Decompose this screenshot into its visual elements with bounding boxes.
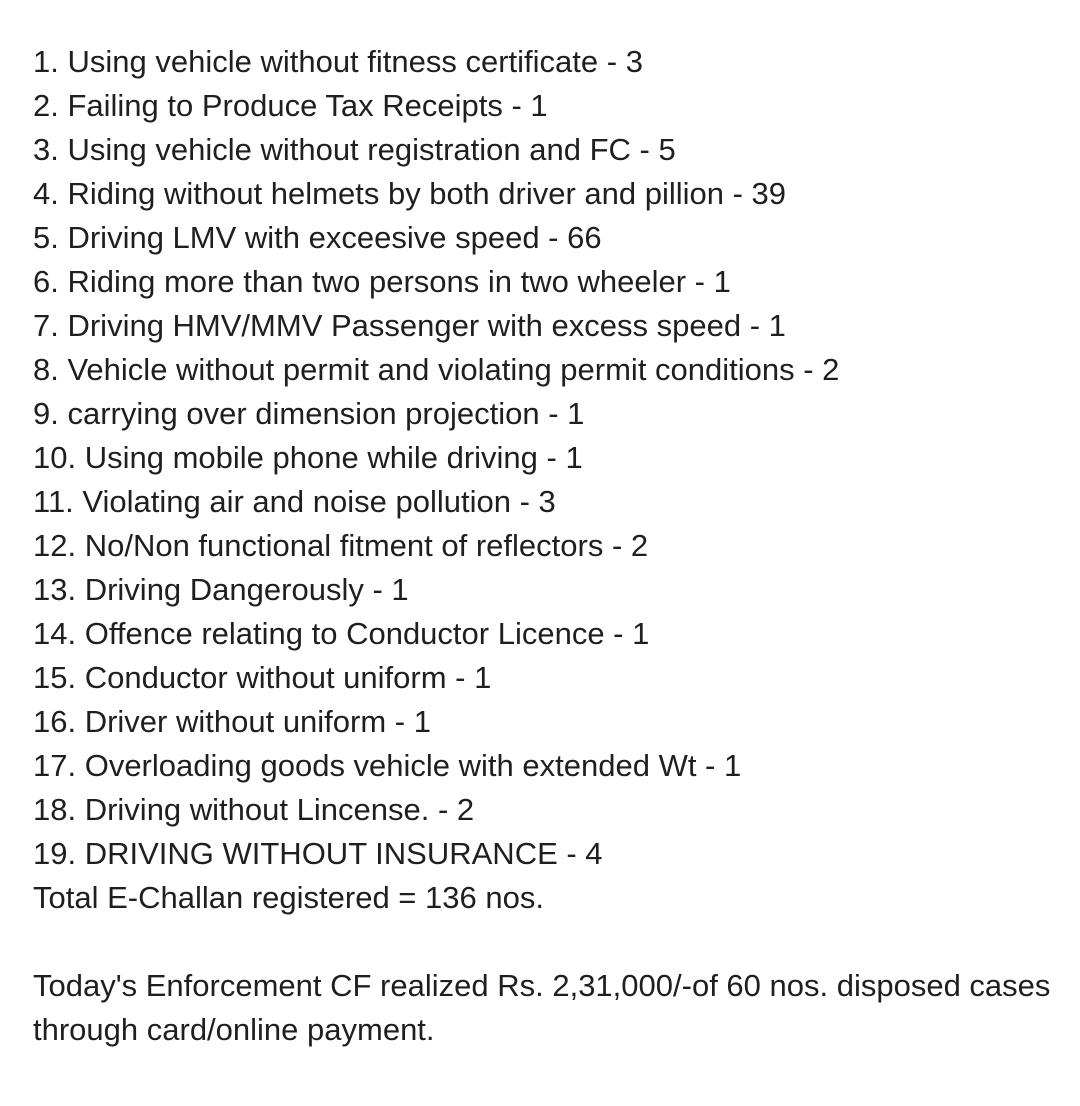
paragraph-gap — [33, 920, 1063, 964]
offence-item: 15. Conductor without uniform - 1 — [33, 660, 492, 695]
offence-item: 4. Riding without helmets by both driver and pillion - 39 — [33, 176, 787, 211]
offence-item: 12. No/Non functional fitment of reflectors - 2 — [33, 528, 649, 563]
offence-item: 17. Overloading goods vehicle with extended Wt - 1 — [33, 748, 742, 783]
offence-item: 6. Riding more than two persons in two wheeler - 1 — [33, 264, 731, 299]
offence-item: 9. carrying over dimension projection - 1 — [33, 396, 585, 431]
offence-item: 19. DRIVING WITHOUT INSURANCE - 4 — [33, 836, 603, 871]
enforcement-summary: Today's Enforcement CF realized Rs. 2,31,000/-of 60 nos. disposed cases through card/online payment. — [33, 968, 1051, 1047]
offence-item: 2. Failing to Produce Tax Receipts - 1 — [33, 88, 548, 123]
offence-item: 13. Driving Dangerously - 1 — [33, 572, 409, 607]
total-challan-line: Total E-Challan registered = 136 nos. — [33, 880, 544, 915]
offence-item: 3. Using vehicle without registration and FC - 5 — [33, 132, 676, 167]
offence-item: 5. Driving LMV with exceesive speed - 66 — [33, 220, 602, 255]
offence-item: 14. Offence relating to Conductor Licence - 1 — [33, 616, 650, 651]
offence-item: 18. Driving without Lincense. - 2 — [33, 792, 475, 827]
offence-item: 1. Using vehicle without fitness certificate - 3 — [33, 44, 643, 79]
offence-item: 10. Using mobile phone while driving - 1 — [33, 440, 583, 475]
offence-item: 8. Vehicle without permit and violating permit conditions - 2 — [33, 352, 840, 387]
message-body — [33, 40, 1063, 1052]
offence-item: 7. Driving HMV/MMV Passenger with excess speed - 1 — [33, 308, 786, 343]
offence-item: 16. Driver without uniform - 1 — [33, 704, 431, 739]
offence-item: 11. Violating air and noise pollution - 3 — [33, 484, 556, 519]
